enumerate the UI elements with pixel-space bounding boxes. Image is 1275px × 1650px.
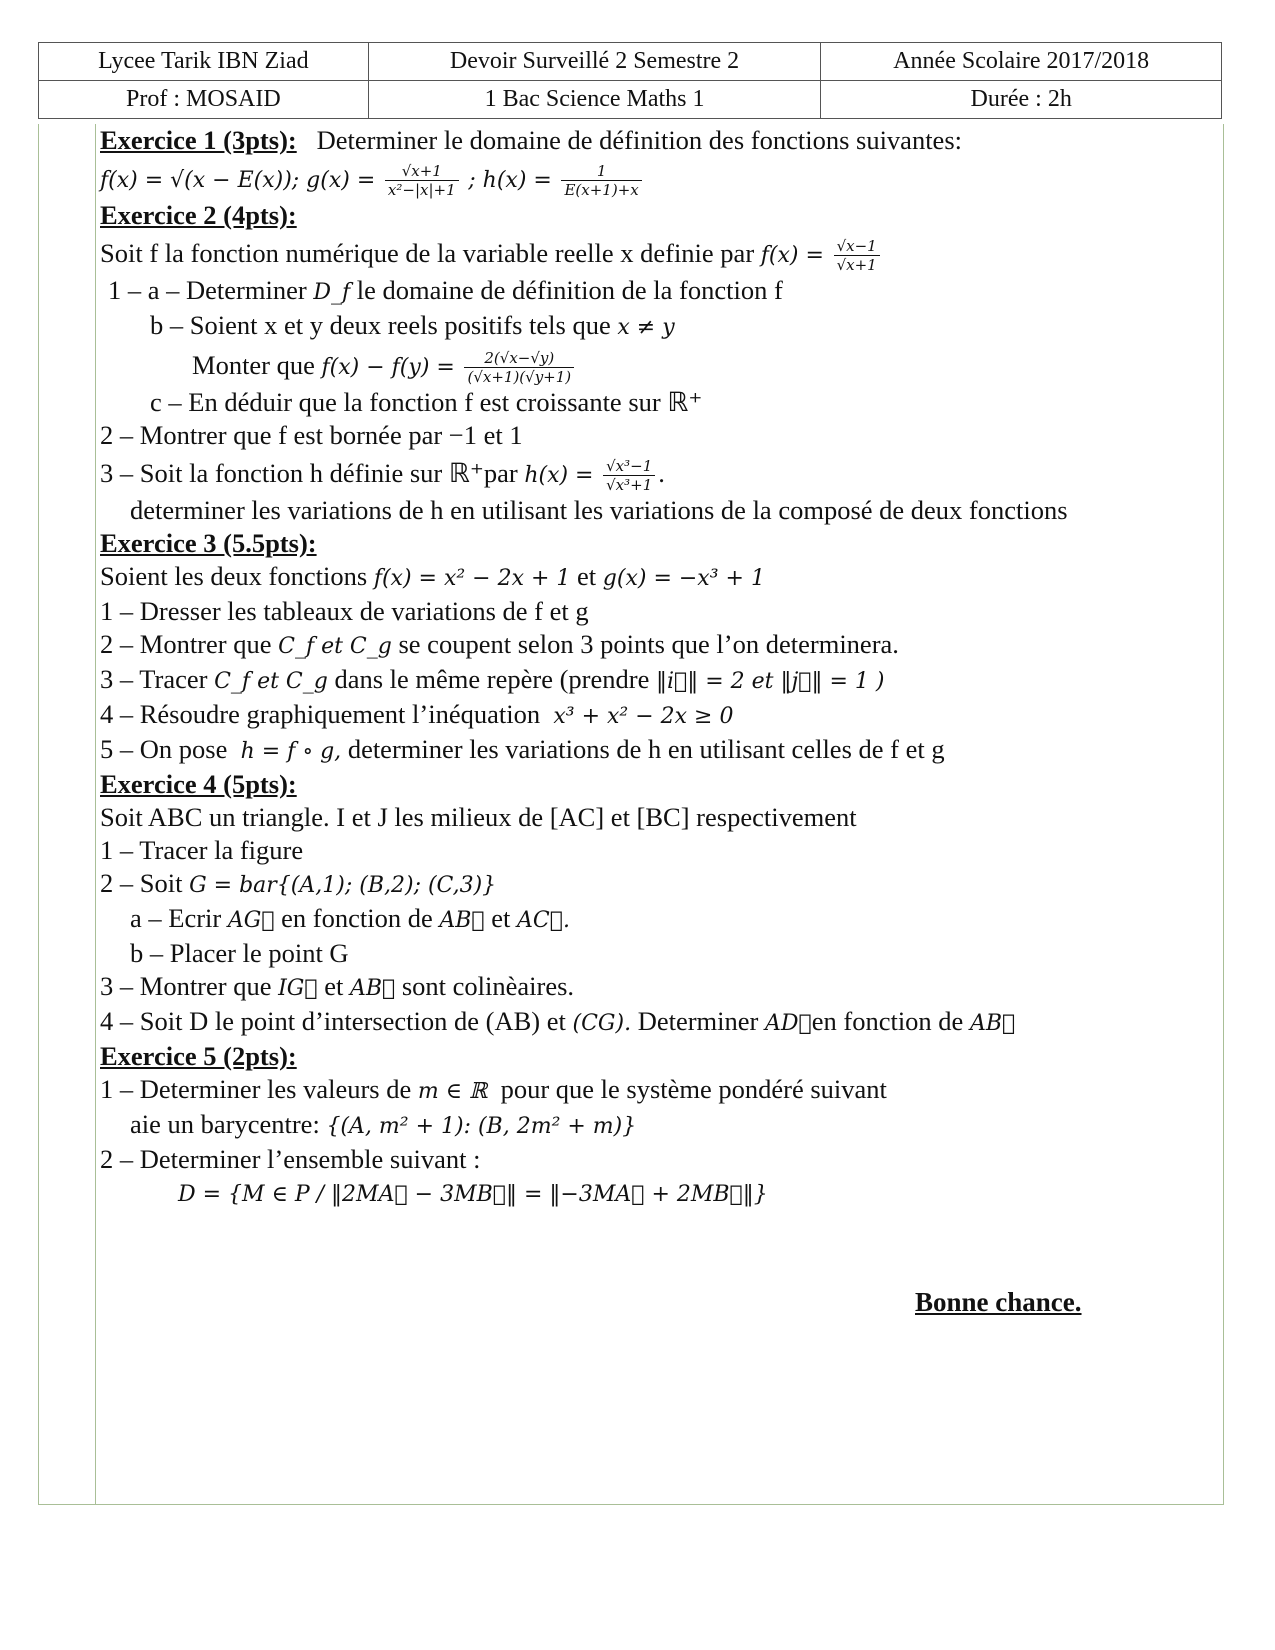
exercise-4-title: Exercice 4 (5pts):	[100, 769, 297, 799]
exercise-2-q1b: b – Soient x et y deux reels positifs tels que x ≠ y	[150, 310, 675, 340]
g-fraction: $\frac{√x+1}{\text{x²−|x|+1}}$	[385, 162, 459, 199]
exercise-1-functions: f(x) = √(x − E(x)); g(x) = $\frac{√x+1}{\text{x²−|x|+1}}$ ; h(x) = $\frac{1}{E(x+1)+x}$	[100, 157, 1210, 199]
exercise-2-q3-line2: determiner les variations de h en utilisant les variations de la composé de deux fonctions	[130, 495, 1068, 525]
header-table	[38, 42, 1222, 119]
exercise-3-title: Exercice 3 (5.5pts):	[100, 528, 317, 558]
f-fraction: $\frac{√x-1}{√x+1}$	[834, 237, 880, 274]
exercise-5-q1: 1 – Determiner les valeurs de m ∈ ℝ pour que le système pondéré suivant	[100, 1074, 887, 1104]
teacher-name: Prof : MOSAID	[39, 81, 369, 119]
closing-message: Bonne chance.	[915, 1287, 1082, 1317]
h-fraction: $\frac{1}{E(x+1)+x}$	[561, 162, 641, 199]
exercise-1-intro: Determiner le domaine de définition des fonctions suivantes:	[316, 125, 962, 155]
exercise-4-intro: Soit ABC un triangle. I et J les milieux de [AC] et [BC] respectivement	[100, 802, 857, 832]
exercise-1-heading	[100, 124, 1210, 157]
exam-content	[100, 124, 1210, 1211]
h-variation-fraction: $\frac{\text{√x³−1}}{\text{√x³+1}}$	[603, 457, 655, 494]
exercise-3-q1: 1 – Dresser les tableaux de variations de f et g	[100, 596, 589, 626]
exercise-4-q2: 2 – Soit G = bar{(A,1); (B,2); (C,3)}	[100, 868, 497, 898]
exercise-4-q3: 3 – Montrer que IG⃗ et AB⃗ sont colinèaires.	[100, 971, 575, 1001]
exercise-3-q3: 3 – Tracer C_f et C_g dans le même repère (prendre ‖i⃗‖ = 2 et ‖j⃗‖ = 1 )	[100, 664, 885, 694]
exercise-5-q1-line2: aie un barycentre: {(A, m² + 1): (B, 2m² + m)}	[130, 1109, 637, 1139]
exercise-2-intro: Soit f la fonction numérique de la variable reelle x definie par f(x) = $\frac{√x-1}{√x+1}$	[100, 232, 1210, 274]
margin-line	[95, 124, 96, 1504]
exercise-4-q2b: b – Placer le point G	[130, 938, 349, 968]
exercise-3-q2: 2 – Montrer que C_f et C_g se coupent selon 3 points que l’on determinera.	[100, 629, 899, 659]
exercise-3-q5: 5 – On pose h = f ∘ g, determiner les variations de h en utilisant celles de f et g	[100, 734, 945, 764]
exercise-2-q1a: 1 – a – Determiner D_f le domaine de définition de la fonction f	[108, 275, 783, 305]
school-year: Année Scolaire 2017/2018	[821, 43, 1222, 81]
exam-duration: Durée : 2h	[821, 81, 1222, 119]
exercise-3-intro: Soient les deux fonctions f(x) = x² − 2x + 1 et g(x) = −x³ + 1	[100, 561, 765, 591]
exercise-3-q4: 4 – Résoudre graphiquement l’inéquation x³ + x² − 2x ≥ 0	[100, 699, 734, 729]
exercise-2-q2: 2 – Montrer que f est bornée par −1 et 1	[100, 420, 523, 450]
exercise-2-q1b-formula: Monter que f(x) − f(y) = $\frac{2(√x-√y)}{(√x+1)(√y+1)}$	[100, 344, 1210, 386]
exercise-5-set: D = {M ∈ P / ‖2MA⃗ − 3MB⃗‖ = ‖−3MA⃗ + 2MB⃗‖}	[178, 1182, 768, 1207]
exercise-4-q2a: a – Ecrir AG⃗ en fonction de AB⃗ et AC⃗.	[130, 903, 570, 933]
exercise-5-q2: 2 – Determiner l’ensemble suivant :	[100, 1144, 481, 1174]
difference-fraction: $\frac{2(√x-√y)}{(√x+1)(√y+1)}$	[464, 349, 574, 386]
exercise-1-title: Exercice 1 (3pts):	[100, 125, 297, 155]
exercise-2-title: Exercice 2 (4pts):	[100, 200, 297, 230]
exercise-4-q4: 4 – Soit D le point d’intersection de (AB) et (CG). Determiner AD⃗en fonction de AB⃗	[100, 1006, 1016, 1036]
exam-title: Devoir Surveillé 2 Semestre 2	[368, 43, 821, 81]
exercise-2-q3: 3 – Soit la fonction h définie sur ℝ⁺par h(x) = $\frac{\text{√x³−1}}{\text{√x³+1}}$ .	[100, 457, 665, 495]
school-name: Lycee Tarik IBN Ziad	[39, 43, 369, 81]
class-name: 1 Bac Science Maths 1	[368, 81, 821, 119]
exercise-4-q1: 1 – Tracer la figure	[100, 835, 304, 865]
exercise-5-title: Exercice 5 (2pts):	[100, 1041, 297, 1071]
exercise-2-q1c: c – En déduir que la fonction f est croissante sur ℝ⁺	[150, 387, 703, 417]
